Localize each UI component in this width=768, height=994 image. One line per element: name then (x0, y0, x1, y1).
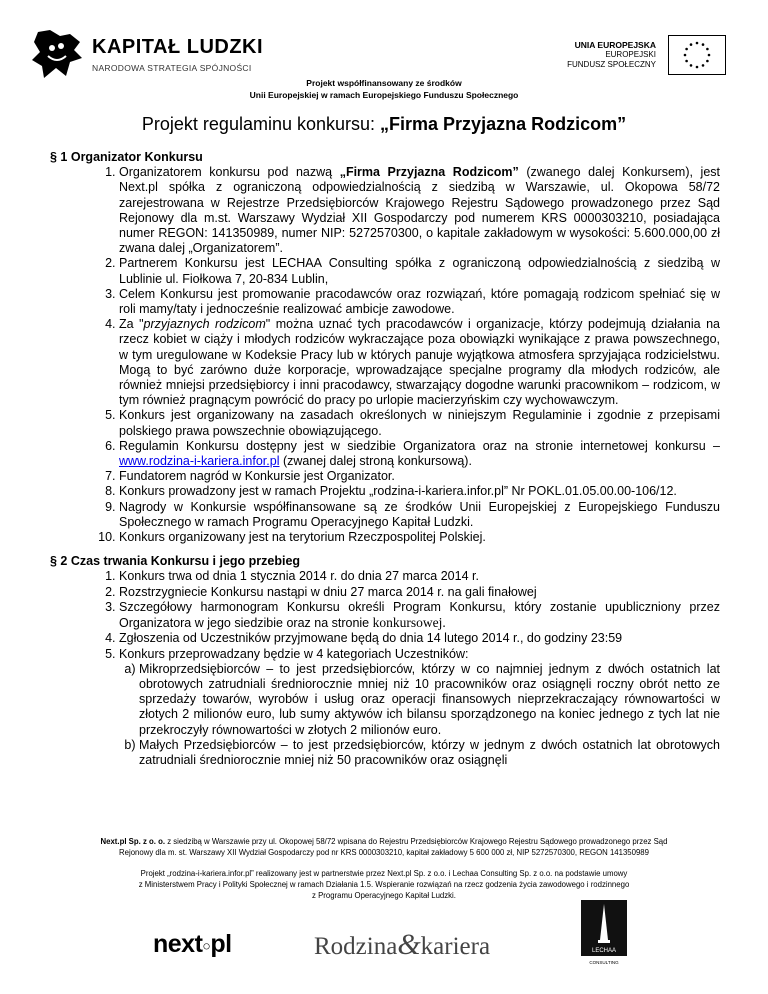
lechaa-tower-icon (581, 900, 627, 956)
title-name: „Firma Przyjazna Rodzicom” (380, 114, 627, 134)
item-text: (zwanego dalej Konkursem), jest Next.pl spółka z ograniczoną odpowiedzialnością z siedzibą w Warszawie, ul. Okopowa 58/72 zarejestrowana w Rejestrze Przedsiębiorców Krajowego Rejestru Sądowego prowadzonego przez Sąd Rejonowy dla m.st. Warszawy Wydział XII Gospodarczy pod numerem KRS 0000303210, posiadająca numer REGON: 141350989, numer NIP: 5272570300, o kapitale zakładowym w wysokości: 5.600.000,00 zł zwana dalej „Organizatorem”. (119, 165, 721, 256)
logo-ampersand: & (397, 928, 421, 961)
next-pl-logo (153, 930, 232, 959)
item-text: konkursowej. (372, 615, 446, 631)
list-item: b. Małych Przedsiębiorców – to jest przedsiębiorców, którzy w jednym z dwóch ostatnich lat obrotowych zatrudniali średniorocznie mniej niż 50 pracowników oraz osiągnęli (139, 738, 720, 768)
category-list (119, 662, 720, 768)
emphasis-text: przyjaznych rodzicom (143, 317, 266, 332)
list-item (119, 600, 720, 631)
logo-text: next (153, 930, 203, 958)
list-item: 3. Celem Konkursu jest promowanie pracodawców oraz rozwiązań, które pomagają rodzicom spełniać się w roli mamy/taty i jednocześnie realizować ambicje zawodowe. (119, 287, 720, 317)
kapital-ludzki-logo (30, 28, 85, 80)
eu-flag-icon (668, 35, 726, 75)
list-item: 1. Konkurs trwa od dnia 1 stycznia 2014 r. do dnia 27 marca 2014 r. (119, 569, 720, 584)
item-text: Konkurs przeprowadzany będzie w 4 kategoriach Uczestników: (119, 646, 469, 661)
project-line-3: z Programu Operacyjnego Kapitał Ludzki. (312, 891, 456, 900)
list-item (119, 439, 720, 469)
eu-label (567, 40, 656, 70)
document-title (0, 114, 768, 135)
logo-text: kariera (420, 933, 491, 960)
lechaa-logo (581, 900, 627, 972)
item-text: Organizatorem konkursu pod nazwą (119, 165, 340, 180)
cofinance-line-2: Unii Europejskiej w ramach Europejskiego Funduszu Społecznego (249, 90, 519, 100)
company-name: Next.pl Sp. z o. o. (100, 837, 166, 846)
section-1-list (50, 165, 720, 545)
item-text: Za " (119, 317, 144, 332)
cofinance-note (0, 77, 768, 101)
list-item: 10. Konkurs organizowany jest na terytorium Rzeczpospolitej Polskiej. (119, 530, 720, 545)
item-text: Regulamin Konkursu dostępny jest w siedzibie Organizatora oraz na stronie internetowej konkursu – (119, 438, 720, 453)
list-item: 7. Fundatorem nagród w Konkursie jest Organizator. (119, 469, 720, 484)
title-prefix: Projekt regulaminu konkursu: (141, 114, 381, 134)
project-line-1: Projekt „rodzina-i-kariera.infor.pl” realizowany jest w partnerstwie przez Next.pl Sp. z o.o. i Lechaa Consulting Sp. z o.o. na podstawie umowy (140, 869, 628, 878)
list-item: 9. Nagrody w Konkursie współfinansowane są ze środków Unii Europejskiej z Europejskiego Funduszu Społecznego w ramach Programu Operacyjnego Kapitał Ludzki. (119, 500, 720, 530)
list-item: 5. Konkurs jest organizowany na zasadach określonych w niniejszym Regulaminie i zgodnie z przepisami polskiego prawa powszechnie obowiązującego. (119, 408, 720, 438)
company-line-2: Rejonowy dla m. st. Warszawy XII Wydział Gospodarczy pod nr KRS 0000303210, kapitał zakładowy 5 600 000 zł, NIP 5272570300, REGON 141350989 (119, 848, 649, 857)
list-item: a. Mikroprzedsiębiorców – to jest przedsiębiorców, którzy w co najmniej jednym z dwóch ostatnich lat obrotowych zatrudniali średniorocznie mniej niż 10 pracowników oraz osiągnęli roczny obrót netto ze sprzedaży towarów, wyrobów i usług oraz operacji finansowych nieprzekraczający równowartości w złotych 2 milionów euro, lub sumy aktywów ich bilansu sporządzonego na koniec jednego z tych lat nie przekroczyły równowartości w złotych 2 milionów euro. (139, 662, 720, 738)
company-footer (0, 836, 768, 858)
list-item (119, 317, 720, 408)
page-header (0, 0, 768, 110)
program-title: KAPITAŁ LUDZKI (92, 36, 264, 58)
list-item: 4. Zgłoszenia od Uczestników przyjmowane będą do dnia 14 lutego 2014 r., do godziny 23:59 (119, 631, 720, 646)
document-body (50, 150, 720, 768)
list-item (119, 647, 720, 769)
section-2-list (50, 569, 720, 768)
item-text: (zwanej dalej stroną konkursową). (279, 454, 472, 469)
item-text: " można uznać tych pracodawców i organizacje, którzy podejmują działania na rzecz kobiet w ciąży i młodych rodziców wykraczające poza obowiązki wynikające z prawa powszechnego, w tym uregulowane w Kodeksie Pracy lub w których panuje wyjątkowa atmosfera sprzyjająca rodzicielstwu. Mogą to być zarówno duże korporacje, wprowadzające specjalne programy dla młodych rodziców, ale również mniejsi przedsiębiorcy i inni pracodawcy, stwarzający dogodne warunki pracownikom – rodzicom, w tym również pragnącym powrócić do pracy po urlopie macierzyńskim czy wychowawczym. (119, 317, 720, 408)
rodzina-kariera-logo (314, 928, 490, 962)
logo-text: Rodzina (314, 933, 398, 960)
circle-dot-icon: ○ (202, 937, 211, 954)
eu-line-3: FUNDUSZ SPOŁECZNY (567, 60, 656, 69)
company-line-1 (0, 836, 768, 847)
list-item: 8. Konkurs prowadzony jest w ramach Projektu „rodzina-i-kariera.infor.pl” Nr POKL.01.05.00.00-106/12. (119, 484, 720, 499)
list-item: 2. Rozstrzygniecie Konkursu nastąpi w dniu 27 marca 2014 r. na gali finałowej (119, 585, 720, 600)
section-1-heading: § 1 Organizator Konkursu (50, 150, 203, 164)
logo-text: pl (210, 930, 232, 958)
cofinance-line-1: Projekt współfinansowany ze środków (306, 78, 462, 88)
program-subtitle: NARODOWA STRATEGIA SPÓJNOŚCI (92, 63, 252, 73)
contest-website-link[interactable]: www.rodzina-i-kariera.infor.pl (119, 454, 280, 469)
list-item: 2. Partnerem Konkursu jest LECHAA Consulting spółka z ograniczoną odpowiedzialnością z siedzibą w Lublinie ul. Fiołkowa 7, 20-834 Lublin, (119, 256, 720, 286)
eu-line-2: EUROPEJSKI (605, 50, 656, 59)
list-item (119, 165, 720, 256)
eu-line-1: UNIA EUROPEJSKA (574, 40, 656, 50)
contest-name: „Firma Przyjazna Rodzicom” (339, 165, 519, 180)
project-line-2: z Ministerstwem Pracy i Polityki Społecznej w ramach Działania 1.5. Wspieranie rozwiązań na rzecz godzenia życia zawodowego i rodzinnego (138, 880, 630, 889)
section-2-heading: § 2 Czas trwania Konkursu i jego przebieg (50, 554, 301, 569)
lechaa-name: LECHAA (591, 948, 617, 954)
item-text: Szczegółowy harmonogram Konkursu określi Program Konkursu, który zostanie upubliczniony przez Organizatora w jego siedzibie oraz na stronie (119, 599, 720, 631)
lechaa-sub: CONSULTING (589, 960, 619, 965)
company-text: z siedzibą w Warszawie przy ul. Okopowej 58/72 wpisana do Rejestru Przedsiębiorców Krajowego Rejestru Sądowego prowadzonego przez Sąd (165, 837, 668, 846)
project-footer (0, 868, 768, 901)
